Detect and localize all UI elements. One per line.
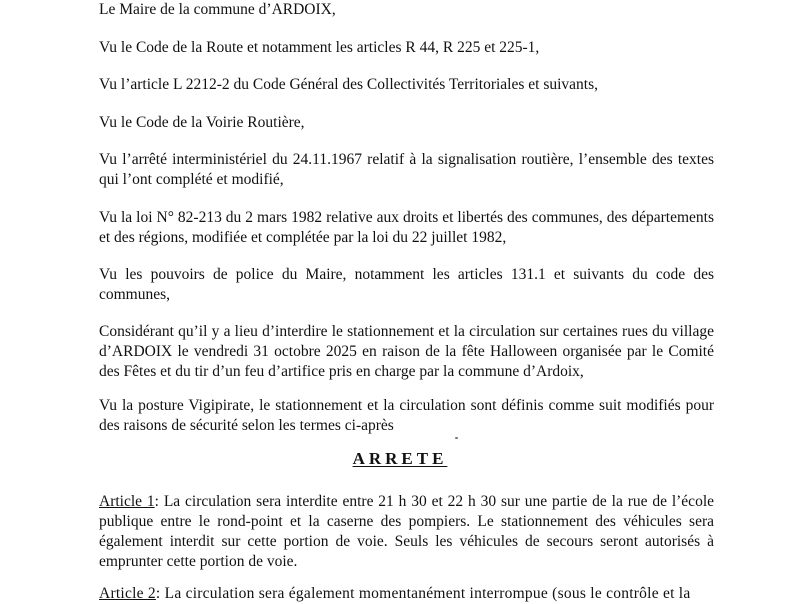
article-1: [99, 492, 714, 572]
consideration-vigipirate: Vu la posture Vigipirate, le stationnement et la circulation sont définis comme suit modifiés pour des raisons de sécurité selon les termes ci-après: [99, 397, 714, 434]
consideration-halloween: Considérant qu’il y a lieu d’interdire le stationnement et la circulation sur certaines rues du village d’ARDOIX le vendredi 31 octobre 2025 en raison de la fête Halloween organisée par le Comité des Fêtes et du tir d’un feu d’artifice pris en charge par la commune d’Ardoix,: [99, 323, 714, 380]
article-1-text: : La circulation sera interdite entre 21 h 30 et 22 h 30 sur une partie de la rue de l’école publique entre le rond-point et la caserne des pompiers. Le stationnement des véhicules sera également interdit sur cette portion de voie. Seuls les véhicules de secours seront autorisés à emprunter cette portion de voie.: [99, 493, 714, 570]
mayor-line: Le Maire de la commune d’ARDOIX,: [99, 1, 336, 18]
consideration-code-route: Vu le Code de la Route et notamment les articles R 44, R 225 et 225-1,: [99, 39, 540, 56]
consideration-arrete-1967: Vu l’arrêté interministériel du 24.11.1967 relatif à la signalisation routière, l’ensemble des textes qui l’ont complété et modifié,: [99, 151, 714, 188]
arrete-title: [0, 447, 800, 471]
consideration-voirie: Vu le Code de la Voirie Routière,: [99, 114, 305, 131]
consideration-pouvoirs-police: Vu les pouvoirs de police du Maire, notamment les articles 131.1 et suivants du code des communes,: [99, 266, 714, 303]
article-2-label: Article 2: [99, 585, 156, 602]
consideration-cgct: Vu l’article L 2212-2 du Code Général des Collectivités Territoriales et suivants,: [99, 76, 599, 93]
scan-speck: [455, 437, 458, 439]
article-2: [99, 584, 714, 604]
consideration-loi-1982: Vu la loi N° 82-213 du 2 mars 1982 relative aux droits et libertés des communes, des départements et des régions, modifiée et complétée par la loi du 22 juillet 1982,: [99, 209, 714, 246]
article-2-text: : La circulation sera également momentanément interrompue (sous le contrôle et la: [155, 585, 691, 602]
arrete-title-text: ARRETE: [352, 449, 448, 468]
article-1-label: Article 1: [99, 493, 155, 510]
